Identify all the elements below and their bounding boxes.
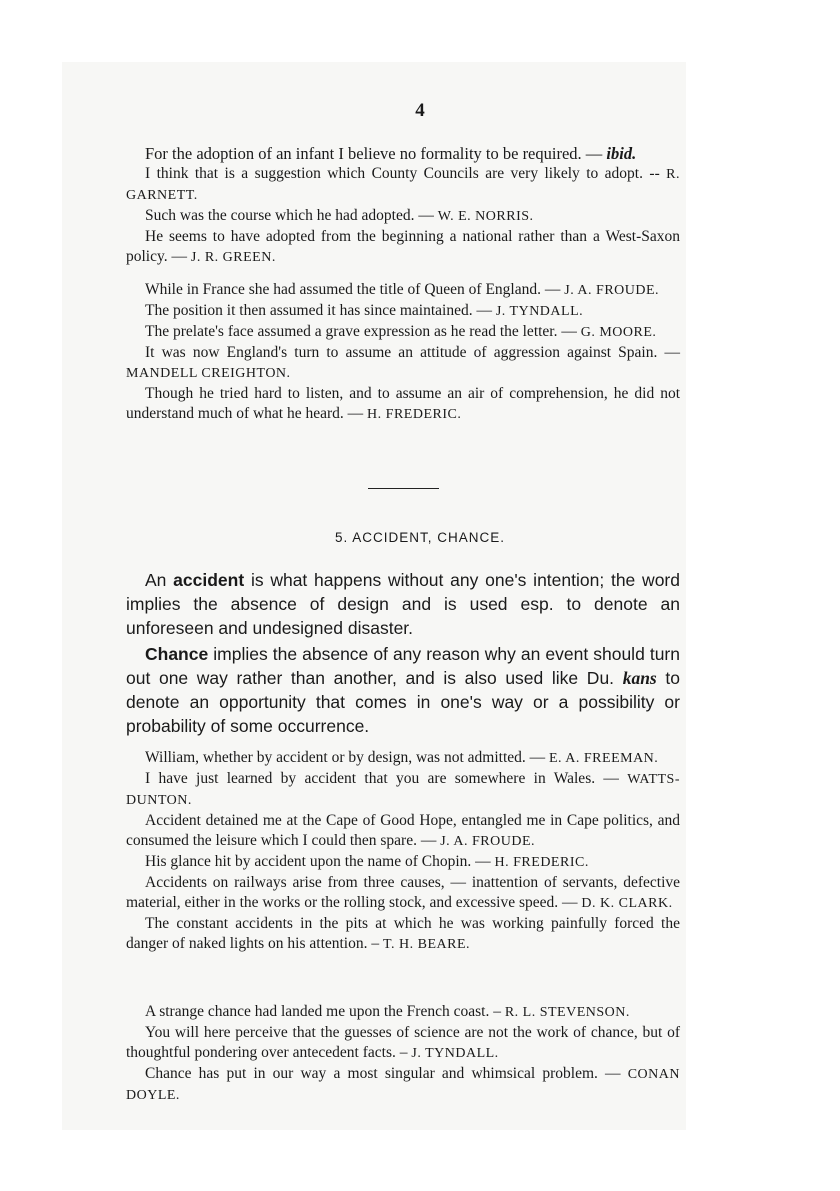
- quote: [126, 748, 680, 769]
- quote: [126, 280, 680, 301]
- quote-author: ibid.: [606, 144, 637, 163]
- quote-author: H. FREDERIC.: [367, 407, 462, 422]
- quote: [126, 322, 680, 343]
- quote-text: I think that is a suggestion which County Councils are very likely to adopt. --: [145, 165, 660, 182]
- quote: [126, 144, 680, 164]
- quote-author: R. L. STEVENSON.: [504, 1005, 630, 1020]
- quote: [126, 301, 680, 322]
- quote-text: It was now England's turn to assume an attitude of aggression against Spain. —: [145, 344, 680, 361]
- definition-term: Chance: [145, 644, 209, 664]
- quote-author: MANDELL CREIGHTON.: [126, 366, 291, 381]
- quote-author: WATTS-DUNTON.: [126, 772, 681, 808]
- quote-author: J. R. GREEN.: [190, 250, 276, 265]
- quote-author: R. GARNETT.: [126, 167, 680, 203]
- quote: [126, 873, 680, 914]
- chance-quotes: [126, 1002, 680, 1106]
- quote: [126, 1064, 680, 1106]
- quote-author: J. TYNDALL.: [411, 1046, 499, 1061]
- quote-text: Accident detained me at the Cape of Good Hope, entangled me in Cape politics, and consumed the leisure which I could then spare. —: [126, 812, 680, 849]
- quote-author: J. A. FROUDE.: [440, 834, 536, 849]
- quote-author: W. E. NORRIS.: [437, 209, 534, 224]
- quote-text: Though he tried hard to listen, and to assume an air of comprehension, he did not understand much of what he heard. —: [126, 385, 680, 422]
- definition-chance: [126, 642, 680, 738]
- quote: [126, 384, 680, 425]
- quote: [126, 343, 680, 384]
- quote: [126, 852, 680, 873]
- quote-author: D. K. CLARK.: [581, 896, 673, 911]
- quote-author: T. H. BEARE.: [383, 937, 471, 952]
- quote-text: A strange chance had landed me upon the French coast. –: [145, 1003, 501, 1020]
- quote: [126, 227, 680, 268]
- quote: [126, 164, 680, 206]
- quote-text: You will here perceive that the guesses of science are not the work of chance, but of thoughtful pondering over antecedent facts. –: [126, 1024, 680, 1061]
- quote: [126, 1023, 680, 1064]
- accident-quotes: [126, 748, 680, 955]
- quote-author: G. MOORE.: [580, 325, 657, 340]
- definition-text: to denote an opportunity that comes in one's way or a possibility or probability of some occurrence.: [126, 668, 680, 736]
- quote-author: H. FREDERIC.: [494, 855, 589, 870]
- definition-term: accident: [173, 570, 245, 590]
- quote: [126, 769, 680, 811]
- quote-text: William, whether by accident or by design, was not admitted. —: [145, 749, 546, 766]
- quote-text: The position it then assumed it has since maintained. —: [145, 302, 492, 319]
- section-divider: [368, 488, 439, 489]
- page-number: 4: [415, 100, 425, 121]
- quote-text: Such was the course which he had adopted. —: [145, 207, 434, 224]
- definitions: [126, 568, 680, 738]
- assume-quotes: [126, 280, 680, 425]
- quote-text: The prelate's face assumed a grave expression as he read the letter. —: [145, 323, 577, 340]
- quote: [126, 206, 680, 227]
- quote: [126, 1002, 680, 1023]
- definition-foreign-word: kans: [622, 668, 657, 688]
- quote: [126, 914, 680, 955]
- quote-text: Accidents on railways arise from three causes, — inattention of servants, defective material, either in the works or the rolling stock, and excessive speed. —: [126, 874, 680, 911]
- definition-accident: [126, 568, 680, 640]
- quote-text: For the adoption of an infant I believe no formality to be required. —: [145, 144, 603, 163]
- adopt-quotes: [126, 144, 680, 268]
- section-title: 5. ACCIDENT, CHANCE.: [334, 530, 506, 545]
- quote: [126, 811, 680, 852]
- definition-text: implies the absence of any reason why an event should turn out one way rather than another, and is also used like Du.: [126, 644, 680, 688]
- quote-text: He seems to have adopted from the beginning a national rather than a West-Saxon policy. —: [126, 228, 680, 265]
- quote-author: J. A. FROUDE.: [564, 283, 660, 298]
- quote-author: E. A. FREEMAN.: [549, 751, 659, 766]
- quote-author: J. TYNDALL.: [495, 304, 584, 319]
- quote-author: CONAN DOYLE.: [126, 1067, 680, 1103]
- quote-text: I have just learned by accident that you are somewhere in Wales. —: [145, 770, 619, 787]
- quote-text: Chance has put in our way a most singular and whimsical problem. —: [145, 1065, 621, 1082]
- quote-text: While in France she had assumed the title of Queen of England. —: [145, 281, 561, 298]
- definition-text: is what happens without any one's intention; the word implies the absence of design and is used esp. to denote an unforeseen and undesigned disaster.: [126, 570, 680, 638]
- definition-prefix: An: [145, 570, 167, 590]
- quote-text: His glance hit by accident upon the name of Chopin. —: [145, 853, 491, 870]
- quote-text: The constant accidents in the pits at which he was working painfully forced the danger of naked lights on his attention. –: [126, 915, 680, 952]
